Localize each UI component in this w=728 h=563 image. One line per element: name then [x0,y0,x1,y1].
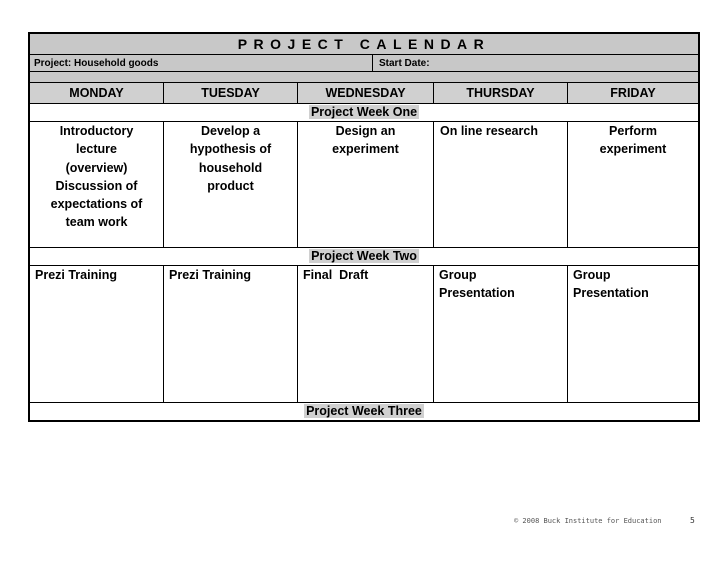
day-header-row [30,83,698,104]
week-two-thursday-cell: Group Presentation [434,266,568,402]
week-one-friday-cell: Perform experiment [599,124,667,157]
day-header-monday: MONDAY [30,83,164,103]
week-three-label: Project Week Three [306,404,422,418]
project-calendar-table [28,32,700,422]
week-two-friday-cell: Group Presentation [573,268,649,301]
week-one-tuesday-cell: Develop a hypothesis of household product [164,122,298,247]
week-two-monday-cell: Prezi Training [30,266,164,402]
start-date-label: Start Date: [379,57,430,69]
page-number: 5 [690,516,695,525]
week-one-thursday-cell: On line research [434,122,568,247]
week-two-wednesday-cell: Final Draft [298,266,434,402]
week-one-monday-cell: Introductory lecture (overview) Discussion of expectations of team work [30,122,164,247]
week-two-tuesday-cell: Prezi Training [164,266,298,402]
day-header-thursday: THURSDAY [434,83,568,103]
week-one-row [30,122,698,248]
day-header-tuesday: TUESDAY [164,83,298,103]
start-date-field [372,55,698,71]
week-one-label-row [30,104,698,122]
day-header-wednesday: WEDNESDAY [298,83,434,103]
week-one-label: Project Week One [310,105,418,119]
week-three-label-row [30,403,698,420]
day-header-friday: FRIDAY [610,86,656,100]
project-info-row [30,55,698,72]
week-two-label: Project Week Two [311,249,417,263]
separator-strip [30,72,698,83]
week-two-row [30,266,698,403]
copyright-note: © 2008 Buck Institute for Education [514,517,662,525]
week-two-label-row [30,248,698,266]
calendar-title [30,34,698,55]
calendar-title-text: PROJECT CALENDAR [237,36,491,52]
week-one-wednesday-cell: Design an experiment [298,122,434,247]
project-name-field: Project: Household goods [34,57,159,69]
